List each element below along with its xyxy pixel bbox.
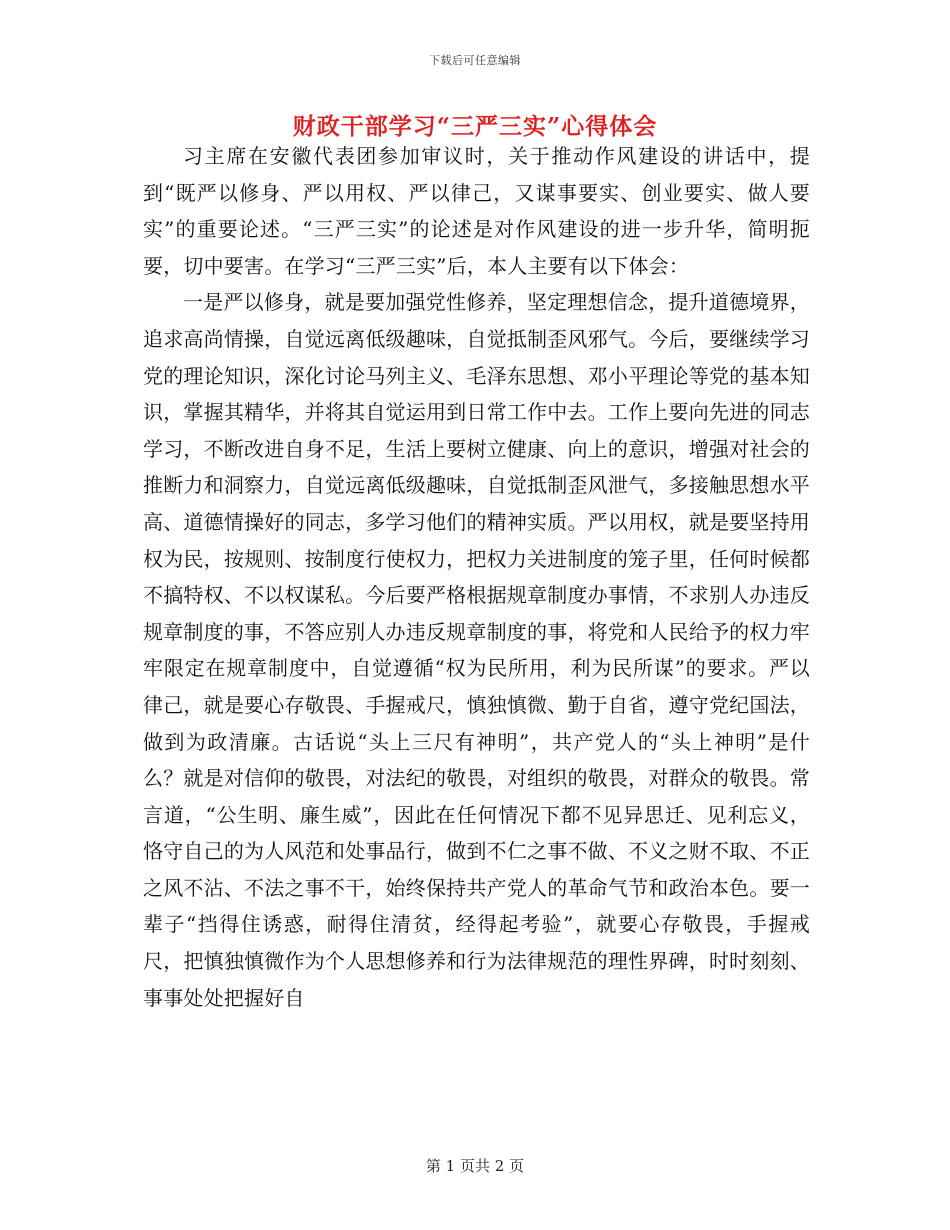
paragraph-main: 一是严以修身，就是要加强党性修养，坚定理想信念，提升道德境界，追求高尚情操，自觉远离低级趣味，自觉抵制歪风邪气。今后，要继续学习党的理论知识，深化讨论马列主义、毛泽东思想、邓小平理论等党的基本知识，掌握其精华，并将其自觉运用到日常工作中去。工作上要向先进的同志学习，不断改进自身不足，生活上要树立健康、向上的意识，增强对社会的推断力和洞察力，自觉远离低级趣味，自觉抵制歪风泄气，多接触思想水平高、道德情操好的同志，多学习他们的精神实质。严以用权，就是要坚持用权为民，按规则、按制度行使权力，把权力关进制度的笼子里，任何时候都不搞特权、不以权谋私。今后要严格根据规章制度办事情，不求别人办违反规章制度的事，不答应别人办违反规章制度的事，将党和人民给予的权力牢牢限定在规章制度中，自觉遵循“权为民所用，利为民所谋”的要求。严以律己，就是要心存敬畏、手握戒尺，慎独慎微、勤于自省，遵守党纪国法，做到为政清廉。古话说“头上三尺有神明”，共产党人的“头上神明”是什么？就是对信仰的敬畏，对法纪的敬畏，对组织的敬畏，对群众的敬畏。常言道，“公生明、廉生威”，因此在任何情况下都不见异思迁、见利忘义，恪守自己的为人风范和处事品行，做到不仁之事不做、不义之财不取、不正之风不沾、不法之事不干，始终保持共产党人的革命气节和政治本色。要一辈子“挡得住诱惑，耐得住清贫，经得起考验”，就要心存敬畏，手握戒尺，把慎独慎微作为个人思想修养和行为法律规范的理性界碑，时时刻刻、事事处处把握好自 bbox=[143, 290, 810, 1010]
page-number: 第 1 页共 2 页 bbox=[425, 1157, 525, 1175]
document-title: 财政干部学习“三严三实”心得体会 bbox=[292, 113, 658, 140]
paragraph-intro: 习主席在安徽代表团参加审议时，关于推动作风建设的讲话中，提到“既严以修身、严以用权、严以律己，又谋事要实、创业要实、做人要实”的重要论述。“三严三实”的论述是对作风建设的进一步升华，简明扼要，切中要害。在学习“三严三实”后，本人主要有以下体会： bbox=[143, 144, 810, 278]
document-body bbox=[143, 138, 810, 1016]
page-header-note: 下载后可任意编辑 bbox=[429, 54, 521, 67]
